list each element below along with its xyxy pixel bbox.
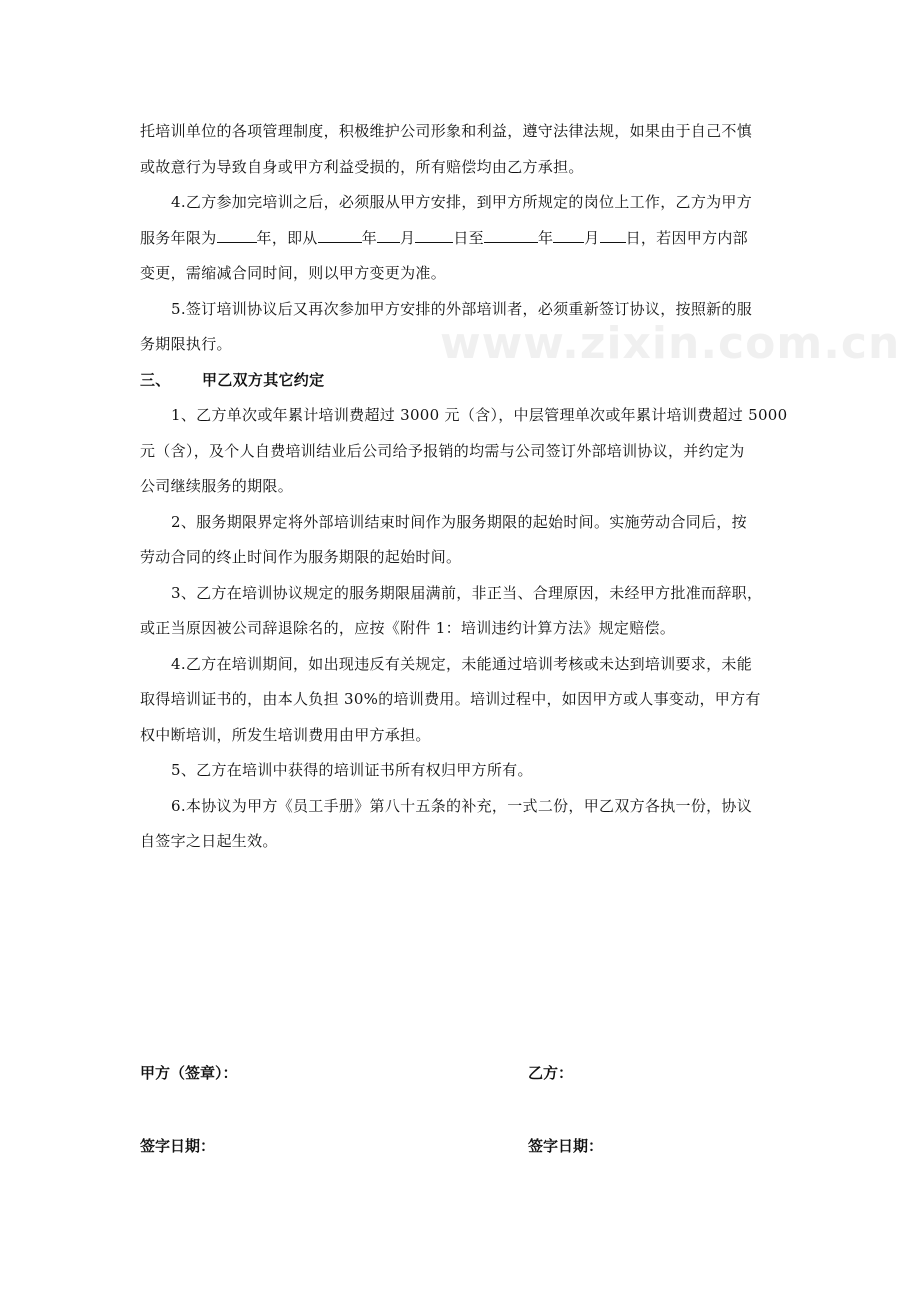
s3-item-2-line-2: 劳动合同的终止时间作为服务期限的起始时间。 bbox=[140, 548, 462, 566]
end-year-blank[interactable] bbox=[484, 228, 538, 243]
s3-item-5-line-1: 5、乙方在培训中获得的培训证书所有权归甲方所有。 bbox=[171, 761, 533, 779]
section-title: 甲乙双方其它约定 bbox=[202, 370, 325, 389]
s3-item-4-line-3: 权中断培训，所发生培训费用由甲方承担。 bbox=[140, 725, 431, 744]
item-4-line-1: 4.乙方参加完培训之后，必须服从甲方安排，到甲方所规定的岗位上工作，乙方为甲方 bbox=[171, 193, 753, 211]
year-label: 年 bbox=[361, 228, 378, 247]
paragraph-line: 或故意行为导致自身或甲方利益受损的，所有赔偿均由乙方承担。 bbox=[140, 157, 584, 176]
end-day-blank[interactable] bbox=[600, 228, 626, 243]
s3-item-3-line-2: 或正当原因被公司辞退除名的，应按《附件 1：培训违约计算方法》规定赔偿。 bbox=[140, 619, 676, 637]
s3-item-2-line-1: 2、服务期限界定将外部培训结束时间作为服务期限的起始时间。实施劳动合同后，按 bbox=[171, 512, 747, 531]
party-b-signature-label: 乙方： bbox=[528, 1064, 574, 1082]
end-month-blank[interactable] bbox=[553, 228, 584, 243]
party-a-date-label: 签字日期： bbox=[140, 1137, 216, 1155]
document-body bbox=[140, 114, 788, 860]
s3-item-3-line-1: 3、乙方在培训协议规定的服务期限届满前，非正当、合理原因，未经甲方批准而辞职， bbox=[171, 583, 763, 602]
paragraph-line: 托培训单位的各项管理制度，积极维护公司形象和利益，遵守法律法规，如果由于自己不慎 bbox=[140, 122, 753, 140]
s3-item-1-line-3: 公司继续服务的期限。 bbox=[140, 477, 294, 495]
start-year-blank[interactable] bbox=[318, 228, 362, 243]
month-label: 月 bbox=[400, 228, 416, 247]
section-3-heading bbox=[140, 363, 785, 399]
s3-item-4-line-2: 取得培训证书的，由本人负担 30%的培训费用。培训过程中，如因甲方或人事变动，甲方有 bbox=[140, 690, 761, 708]
item-5-line-2: 务期限执行。 bbox=[140, 335, 232, 353]
month-label: 月 bbox=[584, 228, 600, 247]
service-years-label: 服务年限为 bbox=[140, 228, 217, 247]
item-4-line-3: 变更，需缩减合同时间，则以甲方变更为准。 bbox=[140, 264, 447, 282]
section-number: 三、 bbox=[140, 370, 171, 389]
year-label: 年 bbox=[537, 228, 554, 247]
s3-item-6-line-1: 6.本协议为甲方《员工手册》第八十五条的补充，一式二份，甲乙双方各执一份，协议 bbox=[171, 796, 753, 815]
party-b-date-label: 签字日期： bbox=[528, 1137, 604, 1155]
item-4-line-2 bbox=[140, 221, 785, 257]
years-blank[interactable] bbox=[217, 228, 257, 243]
s3-item-1-line-1: 1、乙方单次或年累计培训费超过 3000 元（含），中层管理单次或年累计培训费超过 5000 bbox=[171, 406, 788, 424]
s3-item-6-line-2: 自签字之日起生效。 bbox=[140, 832, 278, 850]
s3-item-1-line-2: 元（含），及个人自费培训结业后公司给予报销的均需与公司签订外部培训协议，并约定为 bbox=[140, 441, 745, 460]
party-a-signature-label: 甲方（签章）： bbox=[140, 1064, 238, 1082]
item-5-line-1: 5.签订培训协议后又再次参加甲方安排的外部培训者，必须重新签订协议，按照新的服 bbox=[171, 299, 753, 318]
from-label: 年，即从 bbox=[256, 228, 318, 247]
to-label: 日至 bbox=[453, 228, 484, 247]
start-month-blank[interactable] bbox=[377, 228, 400, 243]
start-day-blank[interactable] bbox=[415, 228, 453, 243]
watermark: www.zixin.com.cn bbox=[440, 318, 901, 369]
day-label: 日，若因甲方内部 bbox=[625, 228, 748, 247]
s3-item-4-line-1: 4.乙方在培训期间，如出现违反有关规定，未能通过培训考核或未达到培训要求，未能 bbox=[171, 654, 753, 673]
